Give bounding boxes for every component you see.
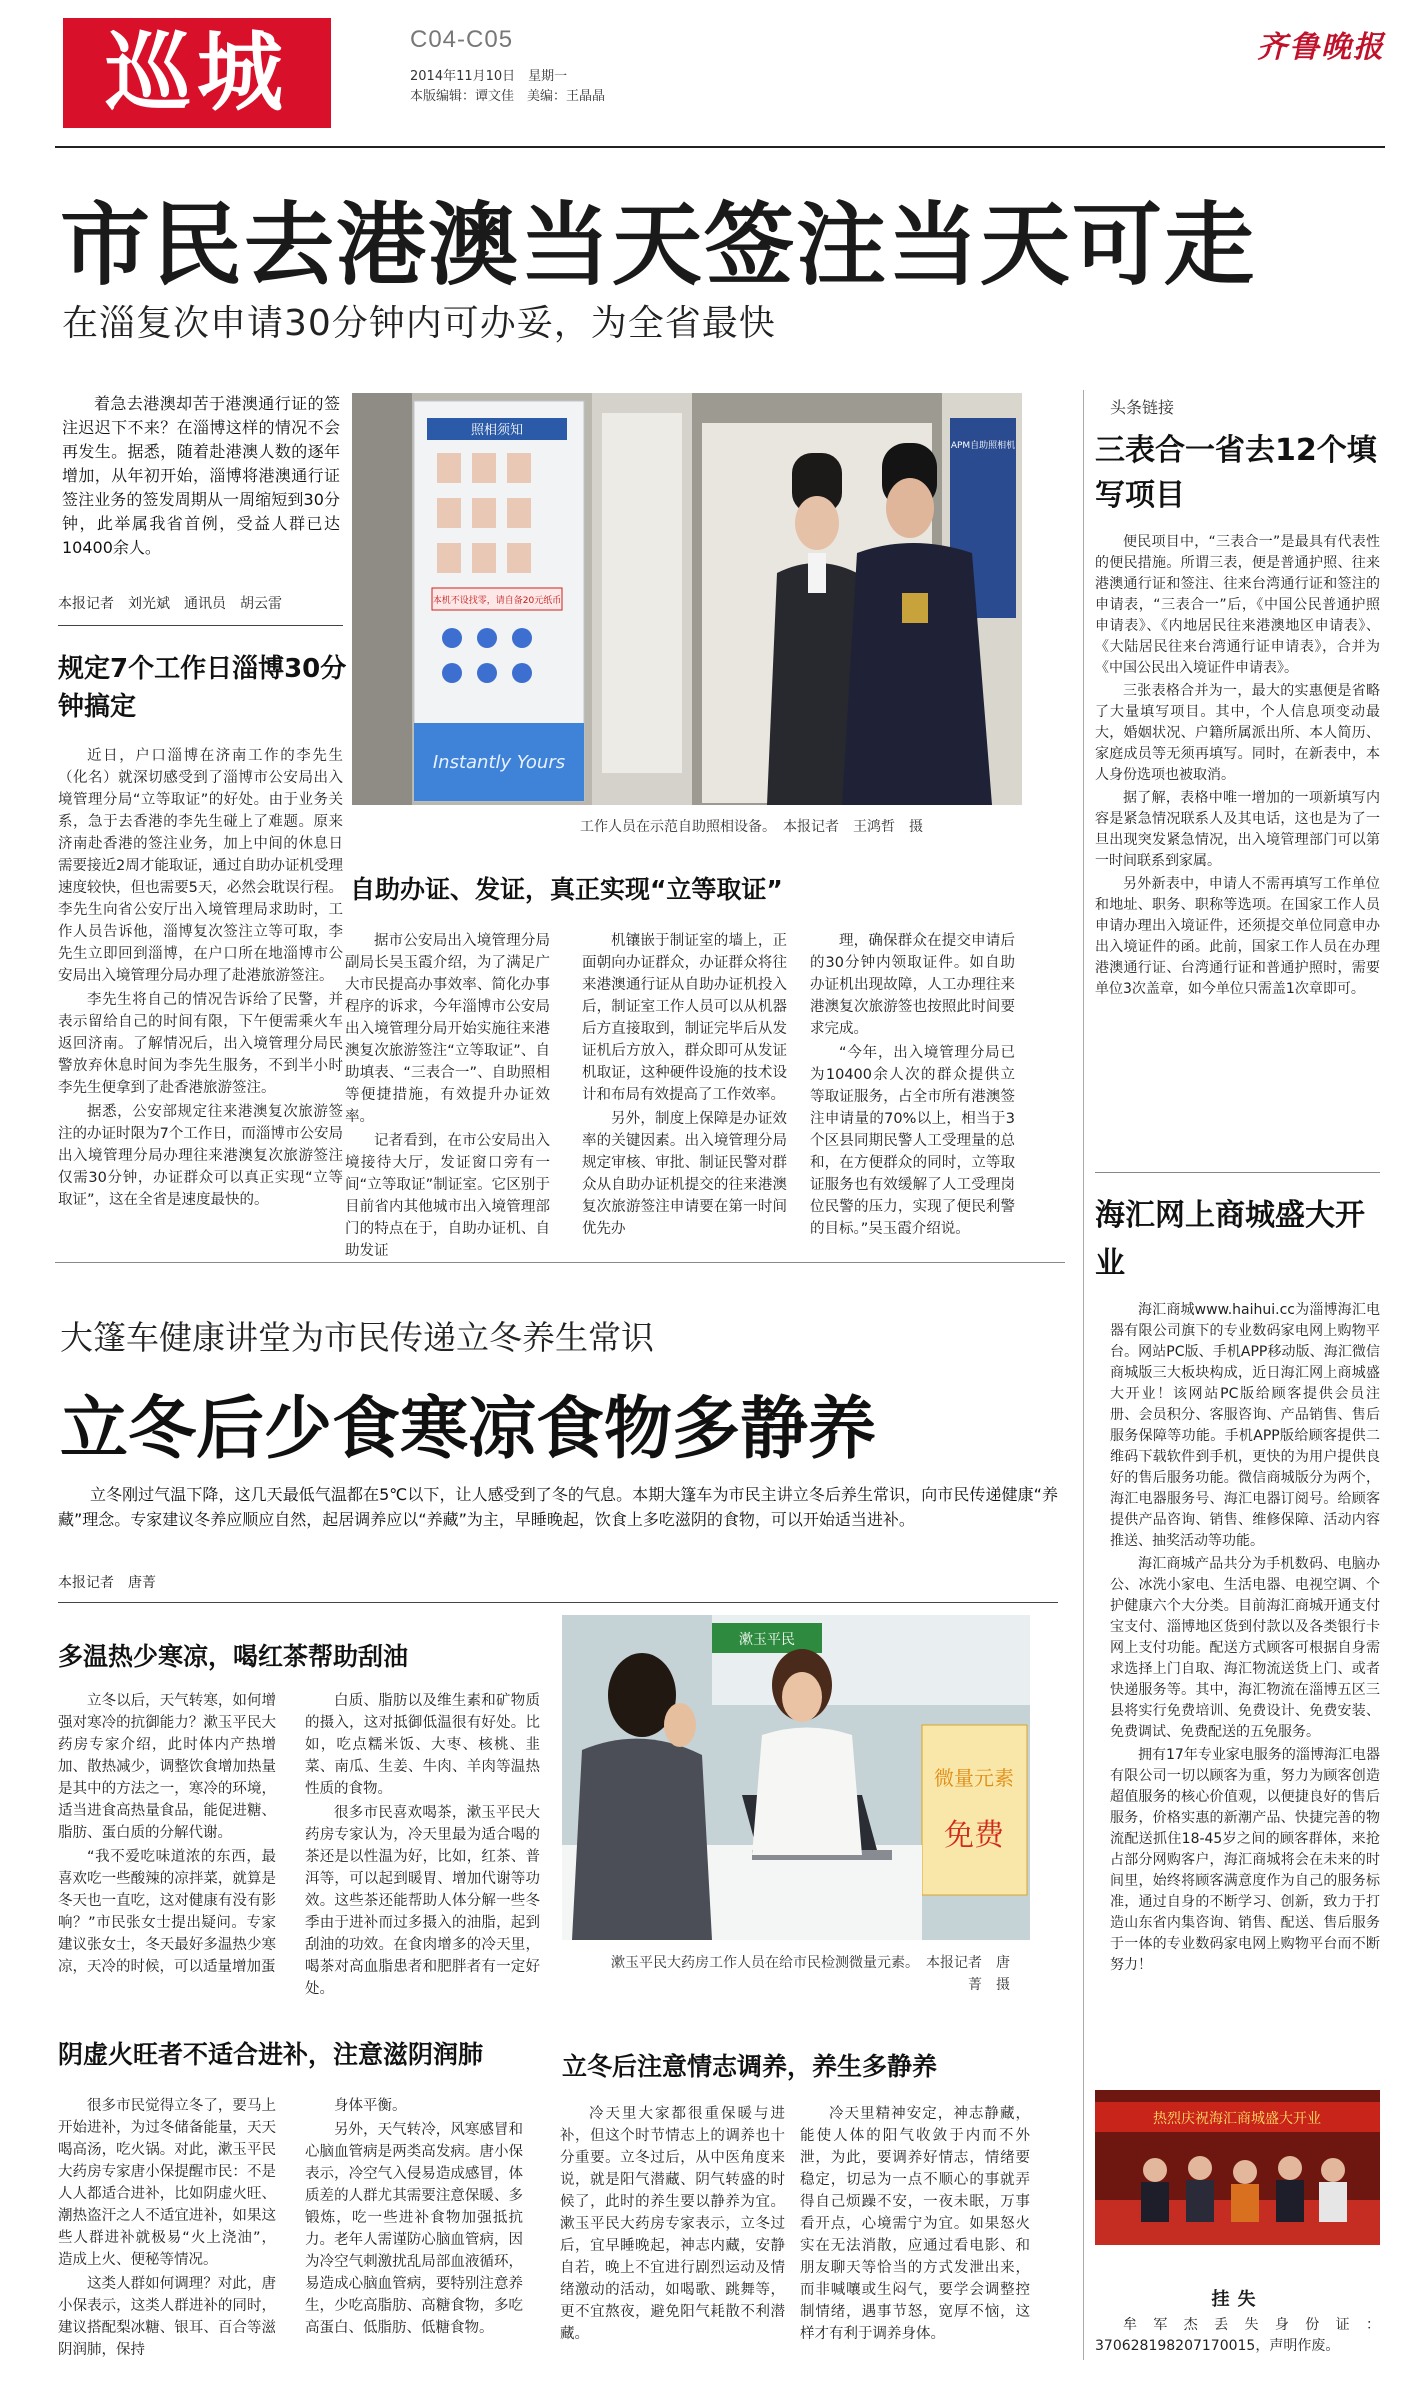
paragraph: “今年，出入境管理分局已为10400余人次的群众提供立等取证服务，占全市所有港澳签注申请量的70%以上，相当于3个区县同期民警人工受理量的总和，在方便群众的同时，立等取证服务也有效缓解了人工受理岗位民警的压力，实现了便民利警的目标。”吴玉霞介绍说。 (810, 1045, 1015, 1237)
paragraph: 机镶嵌于制证室的墙上，正面朝向办证群众，办证群众将往来港澳通行证从自助办证机投入后，制证室工作人员可以从机器后方直接取到，制证完毕后从发证机后方放入，群众即可从发证机取证，这种硬件设施的技术设计和布局有效提高了工作效率。 (582, 933, 787, 1103)
sidebar-title-2: 海汇网上商城盛大开业 (1095, 1198, 1365, 1281)
photo-self-service-booth (352, 393, 1022, 805)
article2-headline: 立冬后少食寒凉食物多静养 (60, 1389, 877, 1469)
article2-byline: 本报记者 唐菁 (58, 1575, 156, 1591)
paragraph: 很多市民觉得立冬了，要马上开始进补，为过冬储备能量，天天喝高汤，吃火锅。对此，漱玉平民大药房专家唐小保提醒市民：不是人人都适合进补，比如阴虚火旺、潮热盗汗之人不适宜进补，如果这些人群进补就极易“火上浇油”，造成上火、便秘等情况。 (58, 2098, 276, 2268)
sidebar-divider (1083, 390, 1084, 2360)
article1-byline: 本报记者 刘光斌 通讯员 胡云雷 (58, 596, 282, 612)
photo-mall-opening (1095, 2090, 1380, 2245)
article2-body-c-col1 (58, 1690, 276, 1980)
paragraph: 拥有17年专业家电服务的淄博海汇电器有限公司一切以顾客为重，努力为顾客创造超值服务的核心价值观，以便捷良好的售后服务，价格实惠的新潮产品、快捷完善的物流配送抓住18-45岁之间的顾客群体，来抢占部分网购客户，海汇商城将会在未来的时间里，始终将顾客满意度作为自己的服务标准，通过自身的不断学习、创新，致力于打造山东省内集咨询、销售、配送、售后服务于一体的专业数码家电网上购物平台而不断努力！ (1110, 1747, 1380, 1973)
editors-credit: 本版编辑：谭文佳 美编：王晶晶 (410, 89, 606, 104)
paragraph: 立冬以后，天气转寒，如何增强对寒冷的抗御能力？漱玉平民大药房专家介绍，此时体内产热增加、散热减少，调整饮食增加热量是其中的方法之一，寒冷的环境，适当进食高热量食品，能促进糖、脂肪、蛋白质的分解代谢。 (58, 1693, 276, 1841)
notice-body: 牟军杰丢失身份证：370628198207170015，声明作废。 (1095, 2317, 1380, 2354)
masthead (55, 10, 1385, 145)
sidebar-tag: 头条链接 (1110, 398, 1175, 417)
article1-body-b-col3 (810, 930, 1015, 1242)
article1-body-b-col1 (345, 930, 550, 1264)
article1-subheading-a: 规定7个工作日淄博30分钟搞定 (58, 654, 347, 722)
article2-body-d-col2 (305, 2095, 523, 2341)
paragraph: 据市公安局出入境管理分局副局长吴玉霞介绍，为了满足广大市民提高办事效率、简化办事程序的诉求，今年淄博市公安局出入境管理分局开始实施往来港澳复次旅游签注“立等取证”、自助填表、“三表合一”、自助照相等便捷措施，有效提升办证效率。 (345, 933, 550, 1125)
main-headline: 市民去港澳当天签注当天可走 (60, 192, 1256, 298)
paragraph: 理，确保群众在提交申请后的30分钟内领取证件。如自助办证机出现故障，人工办理往来港澳复次旅游签也按照此时间要求完成。 (810, 933, 1015, 1037)
paragraph: 这类人群如何调理？对此，唐小保表示，这类人群进补的同时，建议搭配梨冰糖、银耳、百合等滋阴润肺，保持 (58, 2276, 276, 2358)
paragraph: 另外新表中，申请人不需再填写工作单位和地址、职务、职称等选项。在国家工作人员申请办理出入境证件，还须提交单位同意申办出入境证件的函。此前，国家工作人员在办理港澳通行证、台湾通行证和普通护照时，需要单位3次盖章，如今单位只需盖1次章即可。 (1095, 876, 1380, 997)
article2-subheading-d: 阴虚火旺者不适合进补，注意滋阴润肺 (58, 2040, 484, 2069)
article2-body-e-col2 (800, 2103, 1030, 2347)
paragraph: 海汇商城产品共分为手机数码、电脑办公、冰洗小家电、生活电器、电视空调、个护健康六个大分类。目前海汇商城开通支付宝支付、淄博地区货到付款以及各类银行卡网上支付功能。配送方式顾客可根据自身需求选择上门自取、海汇物流送货上门、或者快递服务等。其中，海汇物流在淄博五区三县将实行免费培训、免费设计、免费安装、免费调试、免费配送的五免服务。 (1110, 1556, 1380, 1740)
banner-text: 热烈庆祝海汇商城盛大开业 (1153, 2111, 1321, 2127)
divider (55, 1262, 1065, 1263)
paragraph: 据悉，公安部规定往来港澳复次旅游签注的办证时限为7个工作日，而淄博市公安局出入境管理分局办理往来港澳复次旅游签注仅需30分钟，办证群众可以真正实现“立等取证”，这在全省是速度最快的。 (58, 1104, 343, 1208)
sidebar-body-1 (1095, 532, 1380, 1002)
paragraph: 冷天里精神安定，神志静藏，能使人体的阳气收敛于内而不外泄，为此，要调养好情志，情绪要稳定，切忌为一点不顺心的事就弄得自己烦躁不安，一夜未眠，万事看开点，心境需宁为宜。如果怒火实在无法消散，应通过看电影、和朋友聊天等恰当的方式发泄出来，而非喊嚷或生闷气，要学会调整控制情绪，遇事节怒，宽厚不恼，这样才有利于调养身体。 (800, 2106, 1030, 2342)
page-code: C04-C05 (410, 26, 514, 53)
main-subheadline: 在淄复次申请30分钟内可办妥，为全省最快 (62, 303, 776, 344)
masthead-divider (55, 146, 1385, 148)
article2-body-c-col2 (305, 1690, 540, 2002)
poster-slogan: Instantly Yours (432, 752, 566, 773)
divider (1095, 1172, 1380, 1173)
notice-title: 挂失 (1211, 2289, 1264, 2310)
store-sign: 漱玉平民 (739, 1632, 795, 1648)
paragraph: 海汇商城www.haihui.cc为淄博海汇电器有限公司旗下的专业数码家电网上购物平台。网站PC版、手机APP移动版、海汇微信商城版三大板块构成，近日海汇网上商城盛大开业！该网站PC版给顾客提供会员注册、会员积分、客服咨询、产品销售、售后服务保障等功能。手机APP版给顾客提供二维码下载软件到手机，更快的为用户提供良好的售后服务功能。微信商城版分为两个，海汇电器服务号、海汇电器订阅号。给顾客提供产品咨询、销售、维修保障、活动内容推送、抽奖活动等功能。 (1110, 1302, 1380, 1549)
photo2-caption: 漱玉平民大药房工作人员在给市民检测微量元素。 本报记者 唐菁 摄 (611, 1955, 1010, 1993)
paragraph: 三张表格合并为一，最大的实惠便是省略了大量填写项目。其中，个人信息项变动最大，婚姻状况、户籍所属派出所、本人简历、家庭成员等无须再填写。同时，在新表中，本人身份选项也被取消。 (1095, 683, 1380, 783)
article2-kicker: 大篷车健康讲堂为市民传递立冬养生常识 (60, 1318, 654, 1357)
divider (58, 1602, 1058, 1603)
article2-body-d-col1 (58, 2095, 276, 2363)
paragraph: 冷天里大家都很重保暖与进补，但这个时节情志上的调养也十分重要。立冬过后，从中医角度来说，就是阳气潜藏、阴气转盛的时候了，此时的养生要以静养为宜。漱玉平民大药房专家表示，立冬过后，宜早睡晚起，神志内藏，安静自若，晚上不宜进行剧烈运动及情绪激动的活动，如喝歌、跳舞等，更不宜熬夜，避免阳气耗散不利潜藏。 (560, 2106, 785, 2342)
paragraph: 身体平衡。 (334, 2098, 407, 2114)
poster-notice: 本机不设找零，请自备20元纸币 (432, 596, 562, 606)
poster-title: 照相须知 (470, 423, 524, 438)
article1-body-a (58, 745, 343, 1213)
paragraph: 据了解，表格中唯一增加的一项新填写内容是紧急情况联系人及其电话，这也是为了一旦出现突发紧急情况，出入境管理部门可以第一时间联系到家属。 (1095, 790, 1380, 869)
poster-text-2: 免费 (944, 1818, 1004, 1853)
paragraph: 近日，户口淄博在济南工作的李先生（化名）就深切感受到了淄博市公安局出入境管理分局“立等取证”的好处。由于业务关系，急于去香港的李先生碰上了难题。原来济南赴香港的签注业务，加上中间的休息日需要接近2周才能取证，通过自助办证机受理速度较快，但也需要5天，必然会耽误行程。李先生向省公安厅出入境管理局求助时，工作人员告诉他，淄博复次签注立等可取，李先生立即回到淄博，在户口所在地淄博市公安局出入境管理分局办理了赴港旅游签注。 (58, 748, 343, 984)
article1-lead: 着急去港澳却苦于港澳通行证的签注迟迟下不来？在淄博这样的情况不会再发生。据悉，随着赴港澳人数的逐年增加，从年初开始，淄博将港澳通行证签注业务的签发周期从一周缩短到30分钟，此举属我省首例，受益人群已达10400余人。 (62, 394, 340, 557)
paragraph: 李先生将自己的情况告诉给了民警，并表示留给自己的时间有限，下午便需乘火车返回济南。了解情况后，出入境管理分局民警放弃休息时间为李先生服务，不到半小时李先生便拿到了赴香港旅游签注。 (58, 992, 343, 1096)
photo-pharmacy-testing (562, 1615, 1030, 1940)
right-sign: APM自助照相机 (950, 441, 1016, 451)
paragraph: 白质、脂肪以及维生素和矿物质的摄入，这对抵御低温很有好处。比如，吃点糯米饭、大枣、核桃、韭菜、南瓜、生姜、牛肉、羊肉等温热性质的食物。 (305, 1693, 540, 1797)
section-logo: 巡城 (63, 18, 331, 128)
sidebar-body-2 (1110, 1300, 1380, 1978)
poster-text-1: 微量元素 (934, 1766, 1014, 1790)
article1-body-b-col2 (582, 930, 787, 1242)
article2-body-e-col1 (560, 2103, 785, 2347)
divider (58, 625, 343, 626)
paragraph: 另外，制度上保障是办证效率的关键因素。出入境管理分局规定审核、审批、制证民警对群众从自助办证机提交的往来港澳复次旅游签注申请要在第一时间优先办 (582, 1111, 787, 1237)
article2-lead: 立冬刚过气温下降，这几天最低气温都在5℃以下，让人感受到了冬的气息。本期大篷车为市民主讲立冬后养生常识，向市民传递健康“养藏”理念。专家建议冬养应顺应自然，起居调养应以“养藏”为主，早睡晚起，饮食上多吃滋阴的食物，可以开始适当进补。 (58, 1485, 1058, 1529)
issue-date: 2014年11月10日 星期一 (410, 69, 568, 84)
photo1-caption: 工作人员在示范自助照相设备。 本报记者 王鸿哲 摄 (580, 819, 923, 835)
article2-subheading-c: 多温热少寒凉，喝红茶帮助刮油 (58, 1642, 409, 1671)
article2-subheading-e: 立冬后注意情志调养，养生多静养 (562, 2052, 938, 2081)
paragraph: 记者看到，在市公安局出入境接待大厅，发证窗口旁有一间“立等取证”制证室。它区别于目前省内其他城市出入境管理部门的特点在于，自助办证机、自助发证 (345, 1133, 550, 1259)
sidebar-title-1: 三表合一省去12个填写项目 (1095, 433, 1377, 513)
newspaper-logo: 齐鲁晚报 (1257, 30, 1385, 65)
paragraph: “我不爱吃味道浓的东西，最喜欢吃一些酸辣的凉拌菜，就算是冬天也一直吃，这对健康有没有影响？”市民张女士提出疑问。专家建议张女士，冬天最好多温热少寒凉，天冷的时候，可以适量增加蛋 (58, 1849, 276, 1975)
paragraph: 便民项目中，“三表合一”是最具有代表性的便民措施。所谓三表，便是普通护照、往来港澳通行证和签注、往来台湾通行证和签注的申请表，“三表合一”后，《中国公民普通护照申请表》、《内地居民往来港澳地区申请表》、《大陆居民往来台湾通行证申请表》，合并为《中国公民出入境证件申请表》。 (1095, 534, 1380, 676)
paragraph: 另外，天气转冷，风寒感冒和心脑血管病是两类高发病。唐小保表示，冷空气入侵易造成感冒，体质差的人群尤其需要注意保暖、多锻炼，吃一些进补食物加强抵抗力。老年人需谨防心脑血管病，因为冷空气刺激扰乱局部血液循环，易造成心脑血管病，要特别注意养生，少吃高脂肪、高糖食物，多吃高蛋白、低脂肪、低糖食物。 (305, 2122, 523, 2336)
paragraph: 很多市民喜欢喝茶，漱玉平民大药房专家认为，冷天里最为适合喝的茶还是以性温为好，比如，红茶、普洱等，可以起到暖胃、增加代谢等功效。这些茶还能帮助人体分解一些冬季由于进补而过多摄入的油脂，起到刮油的功效。在食肉增多的冷天里，喝茶对高血脂患者和肥胖者有一定好处。 (305, 1805, 540, 1997)
article1-subheading-b: 自助办证、发证，真正实现“立等取证” (350, 875, 783, 904)
